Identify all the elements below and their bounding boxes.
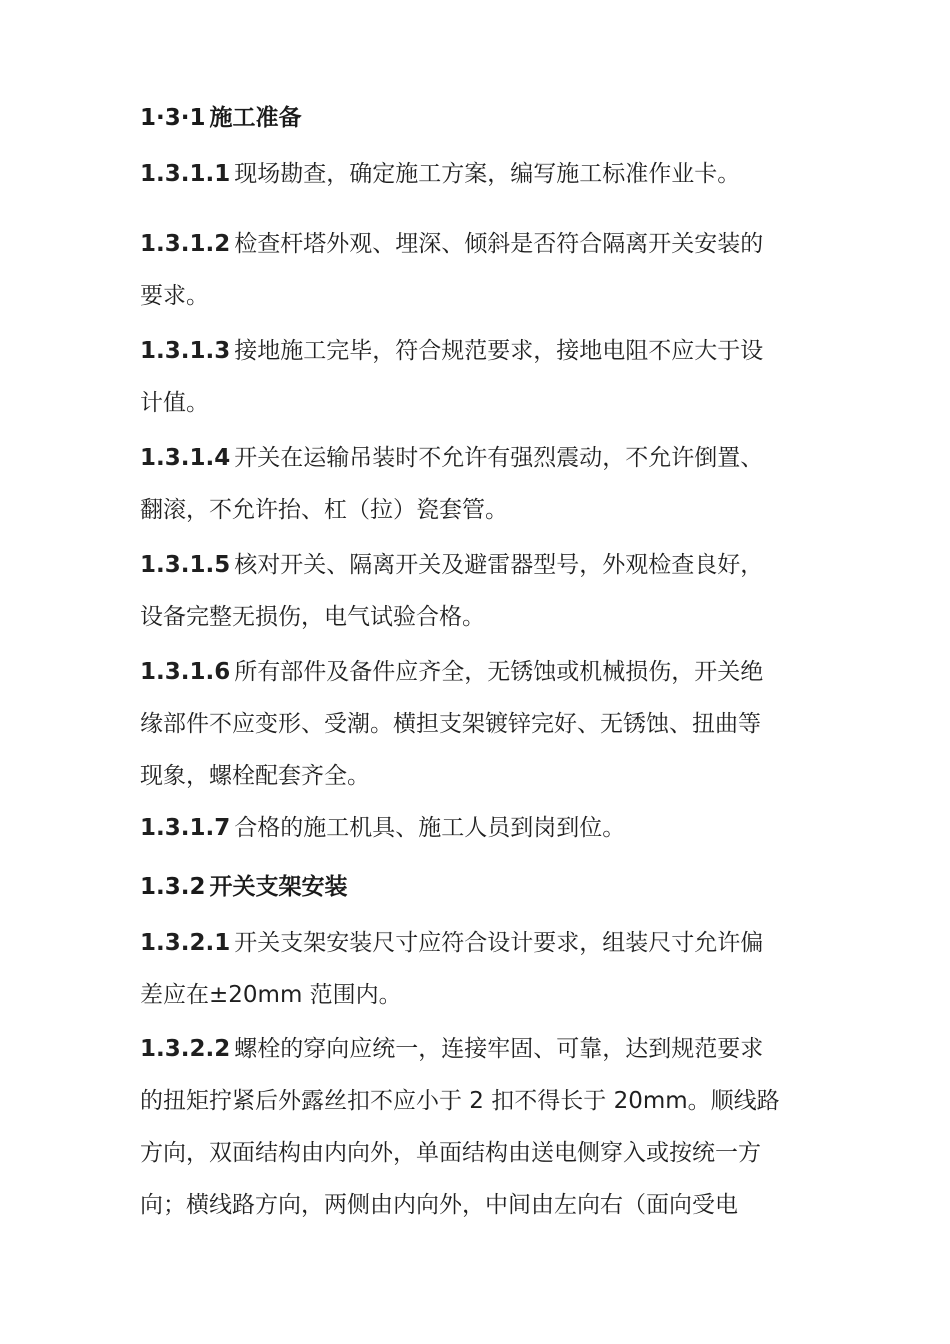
paragraph-line: 计值。 <box>140 390 209 416</box>
paragraph-number: 1.3.1.4 <box>140 445 231 471</box>
section-heading <box>140 103 302 133</box>
paragraph <box>140 218 820 322</box>
paragraph-number: 1.3.1.7 <box>140 815 231 841</box>
paragraph-line: 设备完整无损伤，电气试验合格。 <box>140 604 485 630</box>
paragraph-line: 翻滚，不允许抬、杠（拉）瓷套管。 <box>140 497 508 523</box>
paragraph-number: 1.3.2.1 <box>140 930 231 956</box>
paragraph-number: 1.3.1.2 <box>140 231 231 257</box>
paragraph-line: 1.3.1.3 接地施工完毕，符合规范要求，接地电阻不应大于设 <box>140 338 764 364</box>
paragraph-number: 1.3.1.3 <box>140 338 231 364</box>
section-heading <box>140 872 348 902</box>
paragraph-line: 方向，双面结构由内向外，单面结构由送电侧穿入或按统一方 <box>140 1140 761 1166</box>
paragraph-number: 1.3.2.2 <box>140 1036 231 1062</box>
paragraph-line: 1.3.1.5 核对开关、隔离开关及避雷器型号，外观检查良好， <box>140 552 764 578</box>
paragraph-line: 现象，螺栓配套齐全。 <box>140 763 370 789</box>
paragraph-line: 向；横线路方向，两侧由内向外，中间由左向右（面向受电 <box>140 1192 738 1218</box>
paragraph-line: 1.3.1.6 所有部件及备件应齐全，无锈蚀或机械损伤，开关绝 <box>140 659 764 685</box>
paragraph-line: 1.3.1.4 开关在运输吊装时不允许有强烈震动，不允许倒置、 <box>140 445 764 471</box>
paragraph <box>140 432 820 536</box>
heading-number: 1·3·1 <box>140 105 206 131</box>
heading-title: 施工准备 <box>209 105 302 131</box>
paragraph-line: 1.3.1.1 现场勘查，确定施工方案，编写施工标准作业卡。 <box>140 161 741 187</box>
paragraph <box>140 1023 820 1231</box>
paragraph-number: 1.3.1.1 <box>140 161 231 187</box>
heading-title: 开关支架安装 <box>209 874 348 900</box>
paragraph-line: 缘部件不应变形、受潮。横担支架镀锌完好、无锈蚀、扭曲等 <box>140 711 761 737</box>
paragraph-number: 1.3.1.5 <box>140 552 231 578</box>
paragraph-line: 差应在±20mm 范围内。 <box>140 982 402 1008</box>
heading-number: 1.3.2 <box>140 874 206 900</box>
paragraph <box>140 802 820 854</box>
paragraph-line: 的扭矩拧紧后外露丝扣不应小于 2 扣不得长于 20mm。顺线路 <box>140 1088 780 1114</box>
paragraph <box>140 917 820 1021</box>
paragraph-line: 要求。 <box>140 283 209 309</box>
paragraph-line: 1.3.1.2 检查杆塔外观、埋深、倾斜是否符合隔离开关安装的 <box>140 231 764 257</box>
paragraph <box>140 148 820 200</box>
paragraph <box>140 325 820 429</box>
paragraph-number: 1.3.1.6 <box>140 659 231 685</box>
paragraph-line: 1.3.2.1 开关支架安装尺寸应符合设计要求，组装尺寸允许偏 <box>140 930 764 956</box>
paragraph-line: 1.3.1.7 合格的施工机具、施工人员到岗到位。 <box>140 815 626 841</box>
paragraph <box>140 539 820 643</box>
paragraph <box>140 646 820 802</box>
paragraph-line: 1.3.2.2 螺栓的穿向应统一，连接牢固、可靠，达到规范要求 <box>140 1036 764 1062</box>
